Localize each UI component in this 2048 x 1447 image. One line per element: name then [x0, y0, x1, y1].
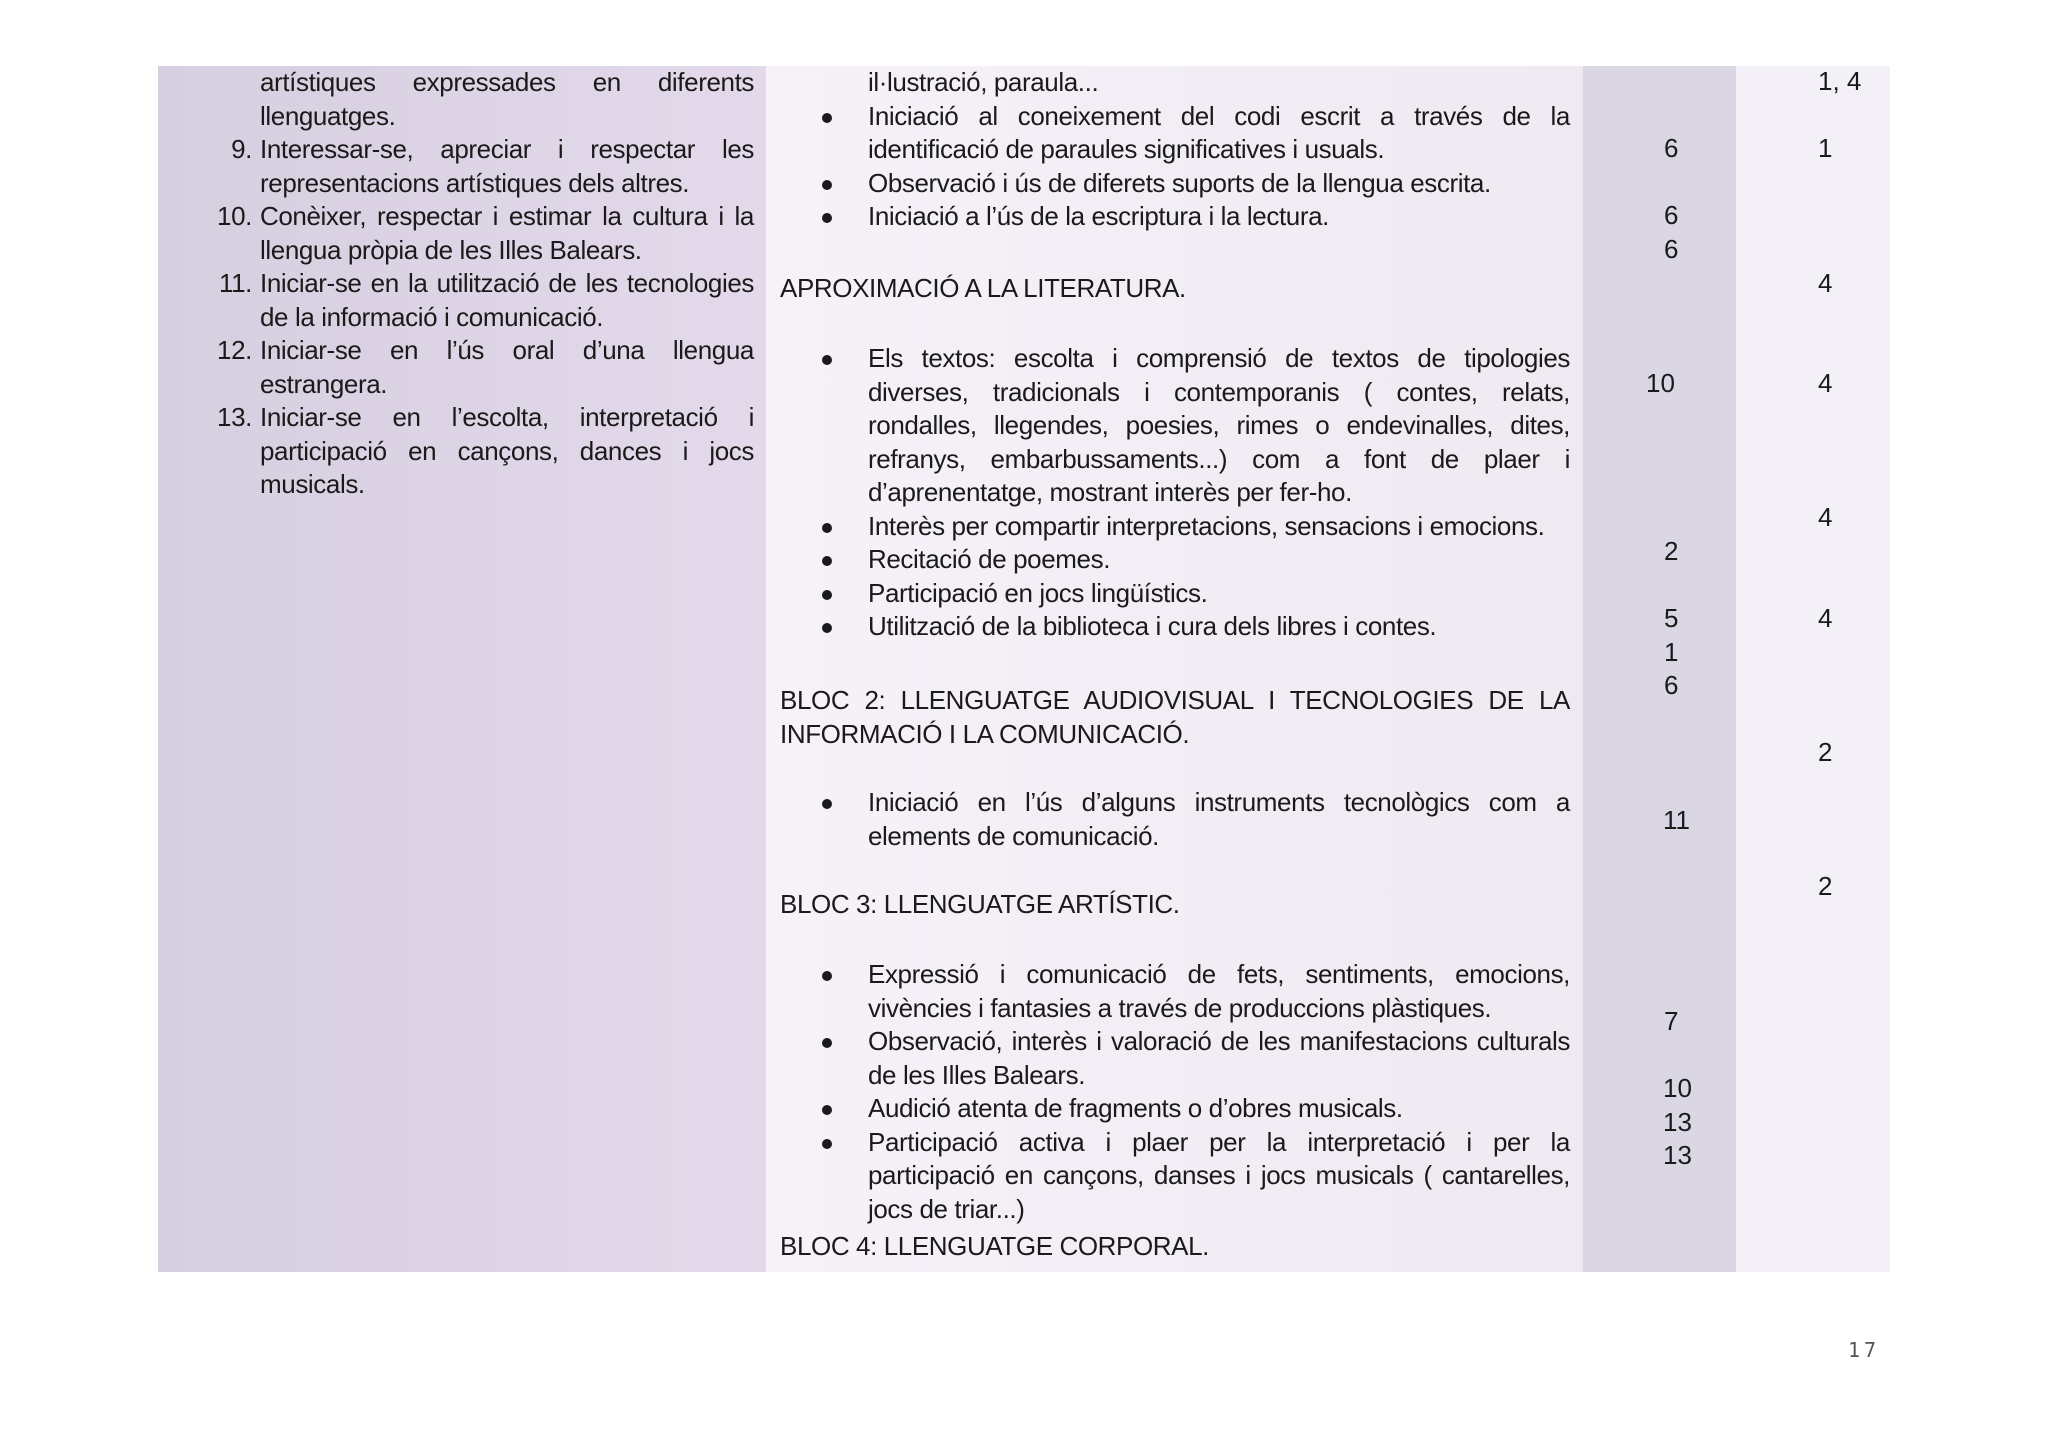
list-item: Els textos: escolta i comprensió de textos de tipologies diverses, tradicionals i contemporanis ( contes, relats, rondalles, llegendes, poesies, rimes o endevinalles, dites, refranys, embarbussaments...) com a font de plaer i d’aprenentatge, mostrant interès per fer-ho. [780, 342, 1570, 510]
bullet-icon [822, 213, 832, 223]
contents-block-b [780, 342, 1570, 644]
objective-ref: 2 [1664, 536, 1679, 566]
criteria-ref: 4 [1818, 368, 1833, 398]
criteria-ref: 4 [1818, 603, 1833, 633]
objective-ref: 6 [1664, 670, 1679, 700]
objective-item: artístiques expressades en diferents llenguatges. [260, 67, 754, 131]
section-heading: APROXIMACIÓ A LA LITERATURA. [780, 273, 1186, 303]
contents-block-c [780, 786, 1570, 853]
objective-item: 11. Iniciar-se en la utilització de les tecnologies de la informació i comunicació. [218, 268, 754, 332]
list-item: Iniciació en l’ús d’alguns instruments tecnològics com a elements de comunicació. [780, 786, 1570, 853]
criteria-ref: 2 [1818, 737, 1833, 767]
contents-block-d [780, 958, 1570, 1226]
bullet-icon [822, 799, 832, 809]
page-number: 17 [1848, 1338, 1881, 1362]
objective-ref: 13 [1663, 1107, 1692, 1137]
objective-ref: 6 [1664, 133, 1679, 163]
list-item: il·lustració, paraula... [868, 67, 1099, 97]
section-heading: BLOC 3: LLENGUATGE ARTÍSTIC. [780, 889, 1180, 919]
criteria-ref: 2 [1818, 871, 1833, 901]
objective-ref: 1 [1664, 637, 1679, 667]
objective-item: 10. Conèixer, respectar i estimar la cultura i la llengua pròpia de les Illes Balears. [217, 201, 754, 265]
bullet-icon [822, 556, 832, 566]
bullet-icon [822, 971, 832, 981]
bullet-icon [822, 1139, 832, 1149]
bullet-icon [822, 113, 832, 123]
criteria-ref: 1 [1818, 133, 1833, 163]
section-heading: BLOC 4: LLENGUATGE CORPORAL. [780, 1231, 1209, 1261]
objective-ref: 13 [1663, 1140, 1692, 1170]
criteria-ref: 1, 4 [1818, 66, 1862, 96]
list-item: Iniciació a l’ús de la escriptura i la lectura. [780, 200, 1570, 234]
bullet-icon [822, 355, 832, 365]
bullet-icon [822, 1105, 832, 1115]
list-item: Participació en jocs lingüístics. [780, 577, 1570, 611]
objective-item: 12. Iniciar-se en l’ús oral d’una llengua estrangera. [217, 335, 754, 399]
list-item: Iniciació al coneixement del codi escrit a través de la identificació de paraules significatives i usuals. [780, 100, 1570, 167]
list-item: Participació activa i plaer per la interpretació i per la participació en cançons, danses i jocs musicals ( cantarelles, jocs de triar...) [780, 1126, 1570, 1227]
contents-block-a [780, 66, 1570, 234]
objective-ref: 5 [1664, 603, 1679, 633]
objective-item: 13. Iniciar-se en l’escolta, interpretació i participació en cançons, dances i jocs musicals. [217, 402, 754, 499]
objective-ref: 6 [1664, 200, 1679, 230]
list-item: Audició atenta de fragments o d’obres musicals. [780, 1092, 1570, 1126]
objective-ref: 6 [1664, 234, 1679, 264]
bullet-icon [822, 523, 832, 533]
list-item: Recitació de poemes. [780, 543, 1570, 577]
section-heading: BLOC 2: LLENGUATGE AUDIOVISUAL I TECNOLOGIES DE LA INFORMACIÓ I LA COMUNICACIÓ. [780, 685, 1570, 749]
list-item: Utilització de la biblioteca i cura dels libres i contes. [780, 610, 1570, 644]
bullet-icon [822, 623, 832, 633]
objectives-list [208, 66, 754, 502]
bullet-icon [822, 1038, 832, 1048]
list-item: Interès per compartir interpretacions, sensacions i emocions. [780, 510, 1570, 544]
criteria-ref: 4 [1818, 502, 1833, 532]
list-item: Observació, interès i valoració de les manifestacions culturals de les Illes Balears. [780, 1025, 1570, 1092]
objective-ref: 10 [1663, 1073, 1692, 1103]
objective-item: 9. Interessar-se, apreciar i respectar les representacions artístiques dels altres. [231, 134, 754, 198]
objective-ref: 10 [1646, 368, 1675, 398]
criteria-refs-column [1736, 66, 1890, 1272]
list-item: Observació i ús de diferets suports de la llengua escrita. [780, 167, 1570, 201]
objective-ref: 11 [1663, 805, 1690, 835]
criteria-ref: 4 [1818, 268, 1833, 298]
objective-refs-column [1583, 66, 1736, 1272]
bullet-icon [822, 180, 832, 190]
objective-ref: 7 [1664, 1006, 1679, 1036]
list-item: Expressió i comunicació de fets, sentiments, emocions, vivències i fantasies a través de produccions plàstiques. [780, 958, 1570, 1025]
bullet-icon [822, 590, 832, 600]
